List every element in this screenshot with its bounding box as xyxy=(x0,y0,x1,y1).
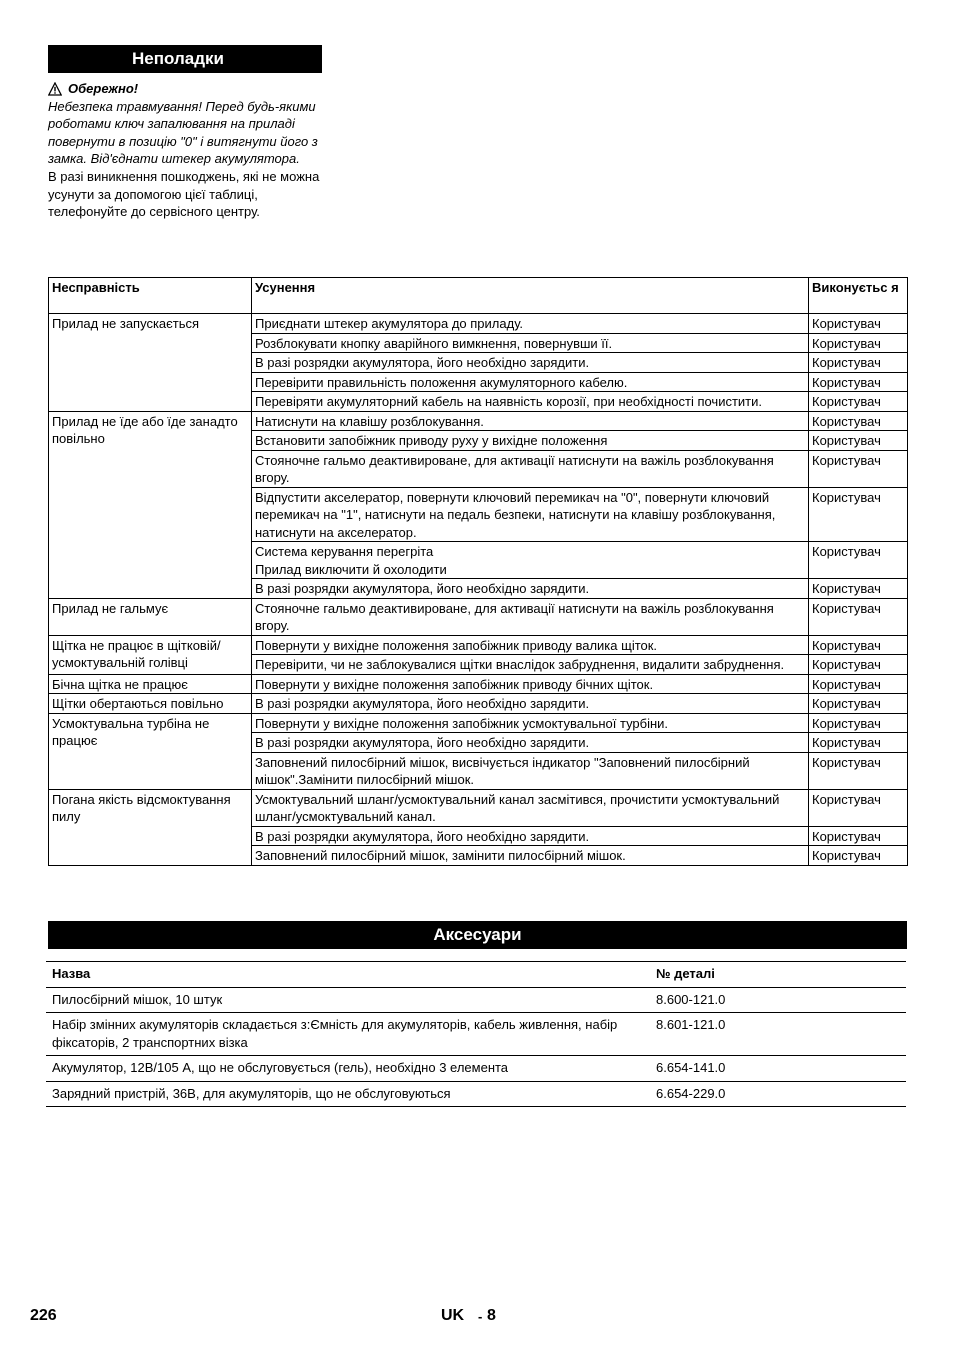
remedy-cell: В разі розрядки акумулятора, його необхідно зарядити. xyxy=(252,579,809,599)
remedy-cell: Повернути у вихідне положення запобіжник усмоктувальної турбіни. xyxy=(252,713,809,733)
remedy-cell: В разі розрядки акумулятора, його необхідно зарядити. xyxy=(252,733,809,753)
performed-by-cell: Користувач xyxy=(809,789,908,826)
table-row xyxy=(49,598,908,635)
performed-by-cell: Користувач xyxy=(809,392,908,412)
performed-by-cell: Користувач xyxy=(809,431,908,451)
fault-cell: Усмоктувальна турбіна не працює xyxy=(49,713,252,789)
warning-triangle-icon xyxy=(48,82,62,96)
table-row xyxy=(49,789,908,826)
accessory-name-cell: Зарядний пристрій, 36В, для акумуляторів, що не обслуговуються xyxy=(46,1081,650,1107)
performed-by-cell: Користувач xyxy=(809,733,908,753)
table-row xyxy=(46,987,906,1013)
accessory-part-cell: 8.600-121.0 xyxy=(650,987,906,1013)
fault-cell: Прилад не їде або їде занадто повільно xyxy=(49,411,252,598)
fault-cell: Погана якість відсмоктування пилу xyxy=(49,789,252,865)
warning-title-row xyxy=(48,80,320,98)
table-row xyxy=(49,635,908,655)
remedy-cell: Натиснути на клавішу розблокування. xyxy=(252,411,809,431)
accessories-table xyxy=(46,961,906,1107)
accessory-name-cell: Акумулятор, 12В/105 А, що не обслуговується (гель), необхідно 3 елемента xyxy=(46,1056,650,1082)
accessory-part-cell: 6.654-229.0 xyxy=(650,1081,906,1107)
performed-by-cell: Користувач xyxy=(809,333,908,353)
remedy-cell: Перевіряти акумуляторний кабель на наявність корозії, при необхідності почистити. xyxy=(252,392,809,412)
fault-cell: Прилад не запускається xyxy=(49,314,252,412)
remedy-cell: Розблокувати кнопку аварійного вимкнення, повернувши її. xyxy=(252,333,809,353)
header-part-number: № деталі xyxy=(650,962,906,988)
page-number: 226 xyxy=(30,1307,57,1324)
performed-by-cell: Користувач xyxy=(809,598,908,635)
remedy-cell: В разі розрядки акумулятора, його необхідно зарядити. xyxy=(252,826,809,846)
performed-by-cell: Користувач xyxy=(809,372,908,392)
performed-by-cell: Користувач xyxy=(809,542,908,579)
table-row xyxy=(49,713,908,733)
performed-by-cell: Користувач xyxy=(809,694,908,714)
performed-by-cell: Користувач xyxy=(809,674,908,694)
footer-language: UK xyxy=(441,1307,465,1324)
table-row xyxy=(46,1056,906,1082)
fault-table xyxy=(48,277,908,866)
warning-title: Обережно! xyxy=(68,81,139,96)
fault-cell: Прилад не гальмує xyxy=(49,598,252,635)
header-remedy: Усунення xyxy=(252,278,809,314)
performed-by-cell: Користувач xyxy=(809,826,908,846)
remedy-cell: Перевірити, чи не заблокувалися щітки внаслідок забруднення, видалити забруднення. xyxy=(252,655,809,675)
table-row xyxy=(46,1081,906,1107)
remedy-cell: В разі розрядки акумулятора, його необхідно зарядити. xyxy=(252,694,809,714)
intro-text: В разі виникнення пошкоджень, які не можна усунути за допомогою цієї таблиці, телефонуйте до сервісного центру. xyxy=(48,168,320,220)
table-row xyxy=(46,1013,906,1056)
remedy-cell: Приєднати штекер акумулятора до приладу. xyxy=(252,314,809,334)
performed-by-cell: Користувач xyxy=(809,752,908,789)
accessories-table-header xyxy=(46,962,906,988)
performed-by-cell: Користувач xyxy=(809,353,908,373)
remedy-cell: Система керування перегріта Прилад виключити й охолодити xyxy=(252,542,809,579)
performed-by-cell: Користувач xyxy=(809,635,908,655)
performed-by-cell: Користувач xyxy=(809,655,908,675)
performed-by-cell: Користувач xyxy=(809,411,908,431)
footer-sub-page: 8 xyxy=(487,1307,496,1324)
footer-separator: - xyxy=(478,1309,483,1324)
accessory-name-cell: Пилосбірний мішок, 10 штук xyxy=(46,987,650,1013)
fault-cell: Щітки обертаються повільно xyxy=(49,694,252,714)
performed-by-cell: Користувач xyxy=(809,450,908,487)
performed-by-cell: Користувач xyxy=(809,713,908,733)
accessory-part-cell: 6.654-141.0 xyxy=(650,1056,906,1082)
performed-by-cell: Користувач xyxy=(809,846,908,866)
table-row xyxy=(49,694,908,714)
table-row xyxy=(49,674,908,694)
remedy-cell: Встановити запобіжник приводу руху у вихідне положення xyxy=(252,431,809,451)
remedy-cell: Стояночне гальмо деактивироване, для активації натиснути на важіль розблокування вгору. xyxy=(252,450,809,487)
table-row xyxy=(49,314,908,334)
remedy-cell: В разі розрядки акумулятора, його необхідно зарядити. xyxy=(252,353,809,373)
fault-cell: Бічна щітка не працює xyxy=(49,674,252,694)
section-title-faults: Неполадки xyxy=(48,45,322,73)
header-fault: Несправність xyxy=(49,278,252,314)
accessory-name-cell: Набір змінних акумуляторів складається з:Ємність для акумуляторів, кабель живлення, набір фіксаторів, 2 транспортних візка xyxy=(46,1013,650,1056)
remedy-cell: Стояночне гальмо деактивироване, для активації натиснути на важіль розблокування вгору. xyxy=(252,598,809,635)
accessory-part-cell: 8.601-121.0 xyxy=(650,1013,906,1056)
remedy-cell: Повернути у вихідне положення запобіжник приводу бічних щіток. xyxy=(252,674,809,694)
remedy-cell: Перевірити правильність положення акумуляторного кабелю. xyxy=(252,372,809,392)
remedy-cell: Усмоктувальний шланг/усмоктувальний канал засмітився, прочистити усмоктувальний шланг/усмоктувальний канал. xyxy=(252,789,809,826)
warning-text: Небезпека травмування! Перед будь-якими роботами ключ запалювання на приладі повернути в позицію "0" і витягнути його з замка. Від'єднати штекер акумулятора. xyxy=(48,98,318,167)
remedy-cell: Заповнений пилосбірний мішок, замінити пилосбірний мішок. xyxy=(252,846,809,866)
section-title-accessories: Аксесуари xyxy=(48,921,907,949)
warning-block xyxy=(48,80,320,221)
fault-table-header xyxy=(49,278,908,314)
remedy-cell: Відпустити акселератор, повернути ключовий перемикач на "0", повернути ключовий перемикач на "1", натиснути на педаль безпеки, натиснути на клавішу розблокування, натиснути на акселератор. xyxy=(252,487,809,542)
performed-by-cell: Користувач xyxy=(809,487,908,542)
table-row xyxy=(49,411,908,431)
performed-by-cell: Користувач xyxy=(809,314,908,334)
remedy-cell: Заповнений пилосбірний мішок, висвічується індикатор "Заповнений пилосбірний мішок".Замінити пилосбірний мішок. xyxy=(252,752,809,789)
header-performed-by: Виконуєтьс я xyxy=(809,278,908,314)
header-name: Назва xyxy=(46,962,650,988)
performed-by-cell: Користувач xyxy=(809,579,908,599)
fault-cell: Щітка не працює в щітковій/усмоктувальній голівці xyxy=(49,635,252,674)
remedy-cell: Повернути у вихідне положення запобіжник приводу валика щіток. xyxy=(252,635,809,655)
